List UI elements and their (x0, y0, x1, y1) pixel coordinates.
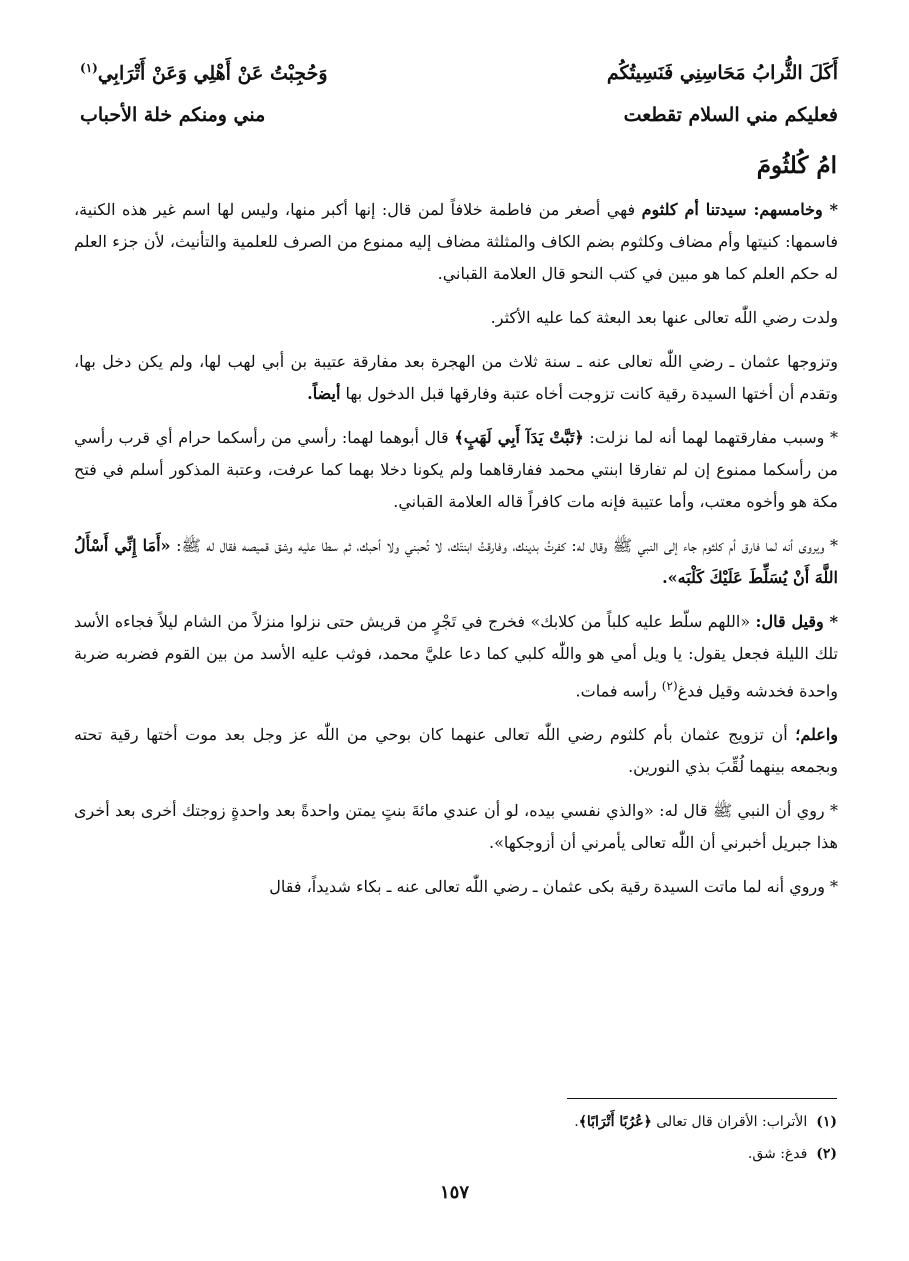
verse-1-right-hemistich: أَكَلَ الثُّرابُ مَحَاسِنِي فَنَسِيتُكُم (606, 62, 838, 84)
paragraph-2-text: ولدت رضي اللّٰه تعالى عنها بعد البعثة كما عليه الأكثر. (490, 308, 838, 327)
paragraph-5 (74, 530, 838, 594)
footnote-ref-1: (١) (80, 61, 98, 76)
paragraph-7-text: أن تزويج عثمان بأم كلثوم رضي اللّٰه تعالى عنهما كان بوحي من اللّٰه عز وجل بعد موت أختها رقية تحته وبجمعه بينهما لُقِّبَ بذي النورين. (74, 725, 838, 777)
paragraph-6-lead: * وقيل قال: (755, 612, 839, 631)
paragraph-8 (74, 795, 838, 859)
paragraph-4-text-2: قال أبوهما لهما: رأسي من رأسكما حرام أي قرب رأسي من رأسكما ممنوع إن لم تفارقا ابنتي محمد ففارقاهما ولم يكونا دخلا بهما كما عرفت، وعتبة المذكور أسلم في فتح مكة هو وأخوه معتب، وأما عتيبة فإنه مات كافراً قاله العلامة القباني. (74, 428, 838, 511)
body-text (74, 194, 838, 915)
paragraph-7-lead: واعلم؛ (795, 725, 838, 745)
footnote-1-text: الأتراب: الأقران قال تعالى (651, 1114, 808, 1130)
poem-verse-2 (80, 94, 838, 136)
paragraph-6-text-2: رأسه فمات. (575, 681, 662, 701)
paragraph-2 (74, 302, 838, 334)
paragraph-1-text: فهي أصغر من فاطمة خلافاً لمن قال: إنها أكبر منها، وليس لها اسم غير هذه الكنية، فاسمها: كنيتها وأم مضاف وكلثوم بضم الكاف والمثلثة مضاف إليه ممنوع من الصرف للعلمية والتأنيث، لأن جزء العلم له حكم العلم كما هو مبين في كتب النحو قال العلامة القباني. (74, 200, 838, 283)
footnote-2-text: فدغ: شق. (747, 1146, 808, 1162)
footnote-2 (73, 1138, 837, 1170)
footnote-1-number: (١) (816, 1114, 837, 1130)
footnote-ref-2: (٢) (661, 679, 678, 693)
verse-2-right-hemistich: فعليكم مني السلام تقطعت (623, 104, 838, 126)
paragraph-4 (74, 422, 838, 518)
verse-1-left-text: وَحُجِبْتُ عَنْ أَهْلِي وَعَنْ أَتْرَابِي (97, 62, 328, 85)
paragraph-9 (74, 871, 838, 903)
verse-2-left-hemistich: مني ومنكم خلة الأحباب (80, 104, 266, 126)
paragraph-7 (74, 719, 838, 783)
footnote-1 (73, 1106, 837, 1138)
paragraph-8-text: * روي أن النبي ﷺ قال له: «والذي نفسي بيده، لو أن عندي مائةَ بنتٍ يمتن واحدةً بعد واحدةٍ زوجتك أخرى بعد أخرى هذا جبريل أخبرني أن اللّٰه تعالى يأمرني أن أزوجكها». (74, 801, 838, 853)
footnotes (73, 1106, 837, 1170)
paragraph-5-text: * ويروى أنه لما فارق أم كلثوم جاء إلى النبي ﷺ وقال له: كفرتُ بدينك، وفارقتُ ابنتَك، لا تُحبني ولا أحبك، ثم سطا عليه وشق قميصه فقال له ﷺ: (170, 536, 838, 555)
paragraph-3-tail: أيضاً. (307, 384, 341, 403)
poem-verses (80, 52, 838, 136)
hadith-quote: «أَمَا إِنِّي أَسْأَلُ اللَّهَ أَنْ يُسَلِّطَ عَلَيْكَ كَلْبَه». (74, 536, 838, 587)
paragraph-9-text: * وروي أنه لما ماتت السيدة رقية بكى عثمان ـ رضي اللّٰه تعالى عنه ـ بكاء شديداً، فقال (269, 877, 838, 897)
paragraph-1-lead: * وخامسهم: سيدتنا أم كلثوم (641, 200, 839, 219)
poem-verse-1 (80, 52, 838, 94)
footnote-divider (567, 1098, 837, 1099)
footnote-2-number: (٢) (816, 1146, 837, 1162)
paragraph-1 (74, 194, 838, 290)
quran-verse-inline: ﴿تَبَّتْ يَدَآ أَبِي لَهَبٍ﴾ (454, 428, 584, 447)
paragraph-3-text: وتزوجها عثمان ـ رضي اللّٰه تعالى عنه ـ سنة ثلاث من الهجرة بعد مفارقة عتيبة بن أبي لهب لها، ولم يكن دخل بها، وتقدم أن أختها السيدة رقية كانت تزوجت أخاه عتبة وفارقها قبل الدخول بها (74, 352, 838, 403)
paragraph-6 (74, 606, 838, 707)
paragraph-3 (74, 346, 838, 410)
page-number: ١٥٧ (439, 1182, 469, 1203)
footnote-1-end: . (574, 1114, 579, 1130)
paragraph-6-text: «اللهم سلّط عليه كلباً من كلابك» فخرج في تَجْرٍ من قريش حتى نزلوا منزلاً من الشام ليلاً فجاءه الأسد تلك الليلة فجعل يقول: يا ويل أمي هو واللّٰه كلبي كما دعا عليَّ محمد، فوثب عليه الأسد من بين القوم فضربه ضربة واحدة فخدشه وقيل فدغ (74, 612, 839, 701)
verse-1-left-hemistich (80, 61, 328, 84)
footnote-1-quran: ﴿عُرُبًا أَتْرَابًا﴾ (578, 1114, 652, 1130)
section-heading: امُ كُلثُومَ (756, 152, 837, 179)
paragraph-4-text: * وسبب مفارقتهما لهما أنه لما نزلت: (583, 428, 838, 447)
